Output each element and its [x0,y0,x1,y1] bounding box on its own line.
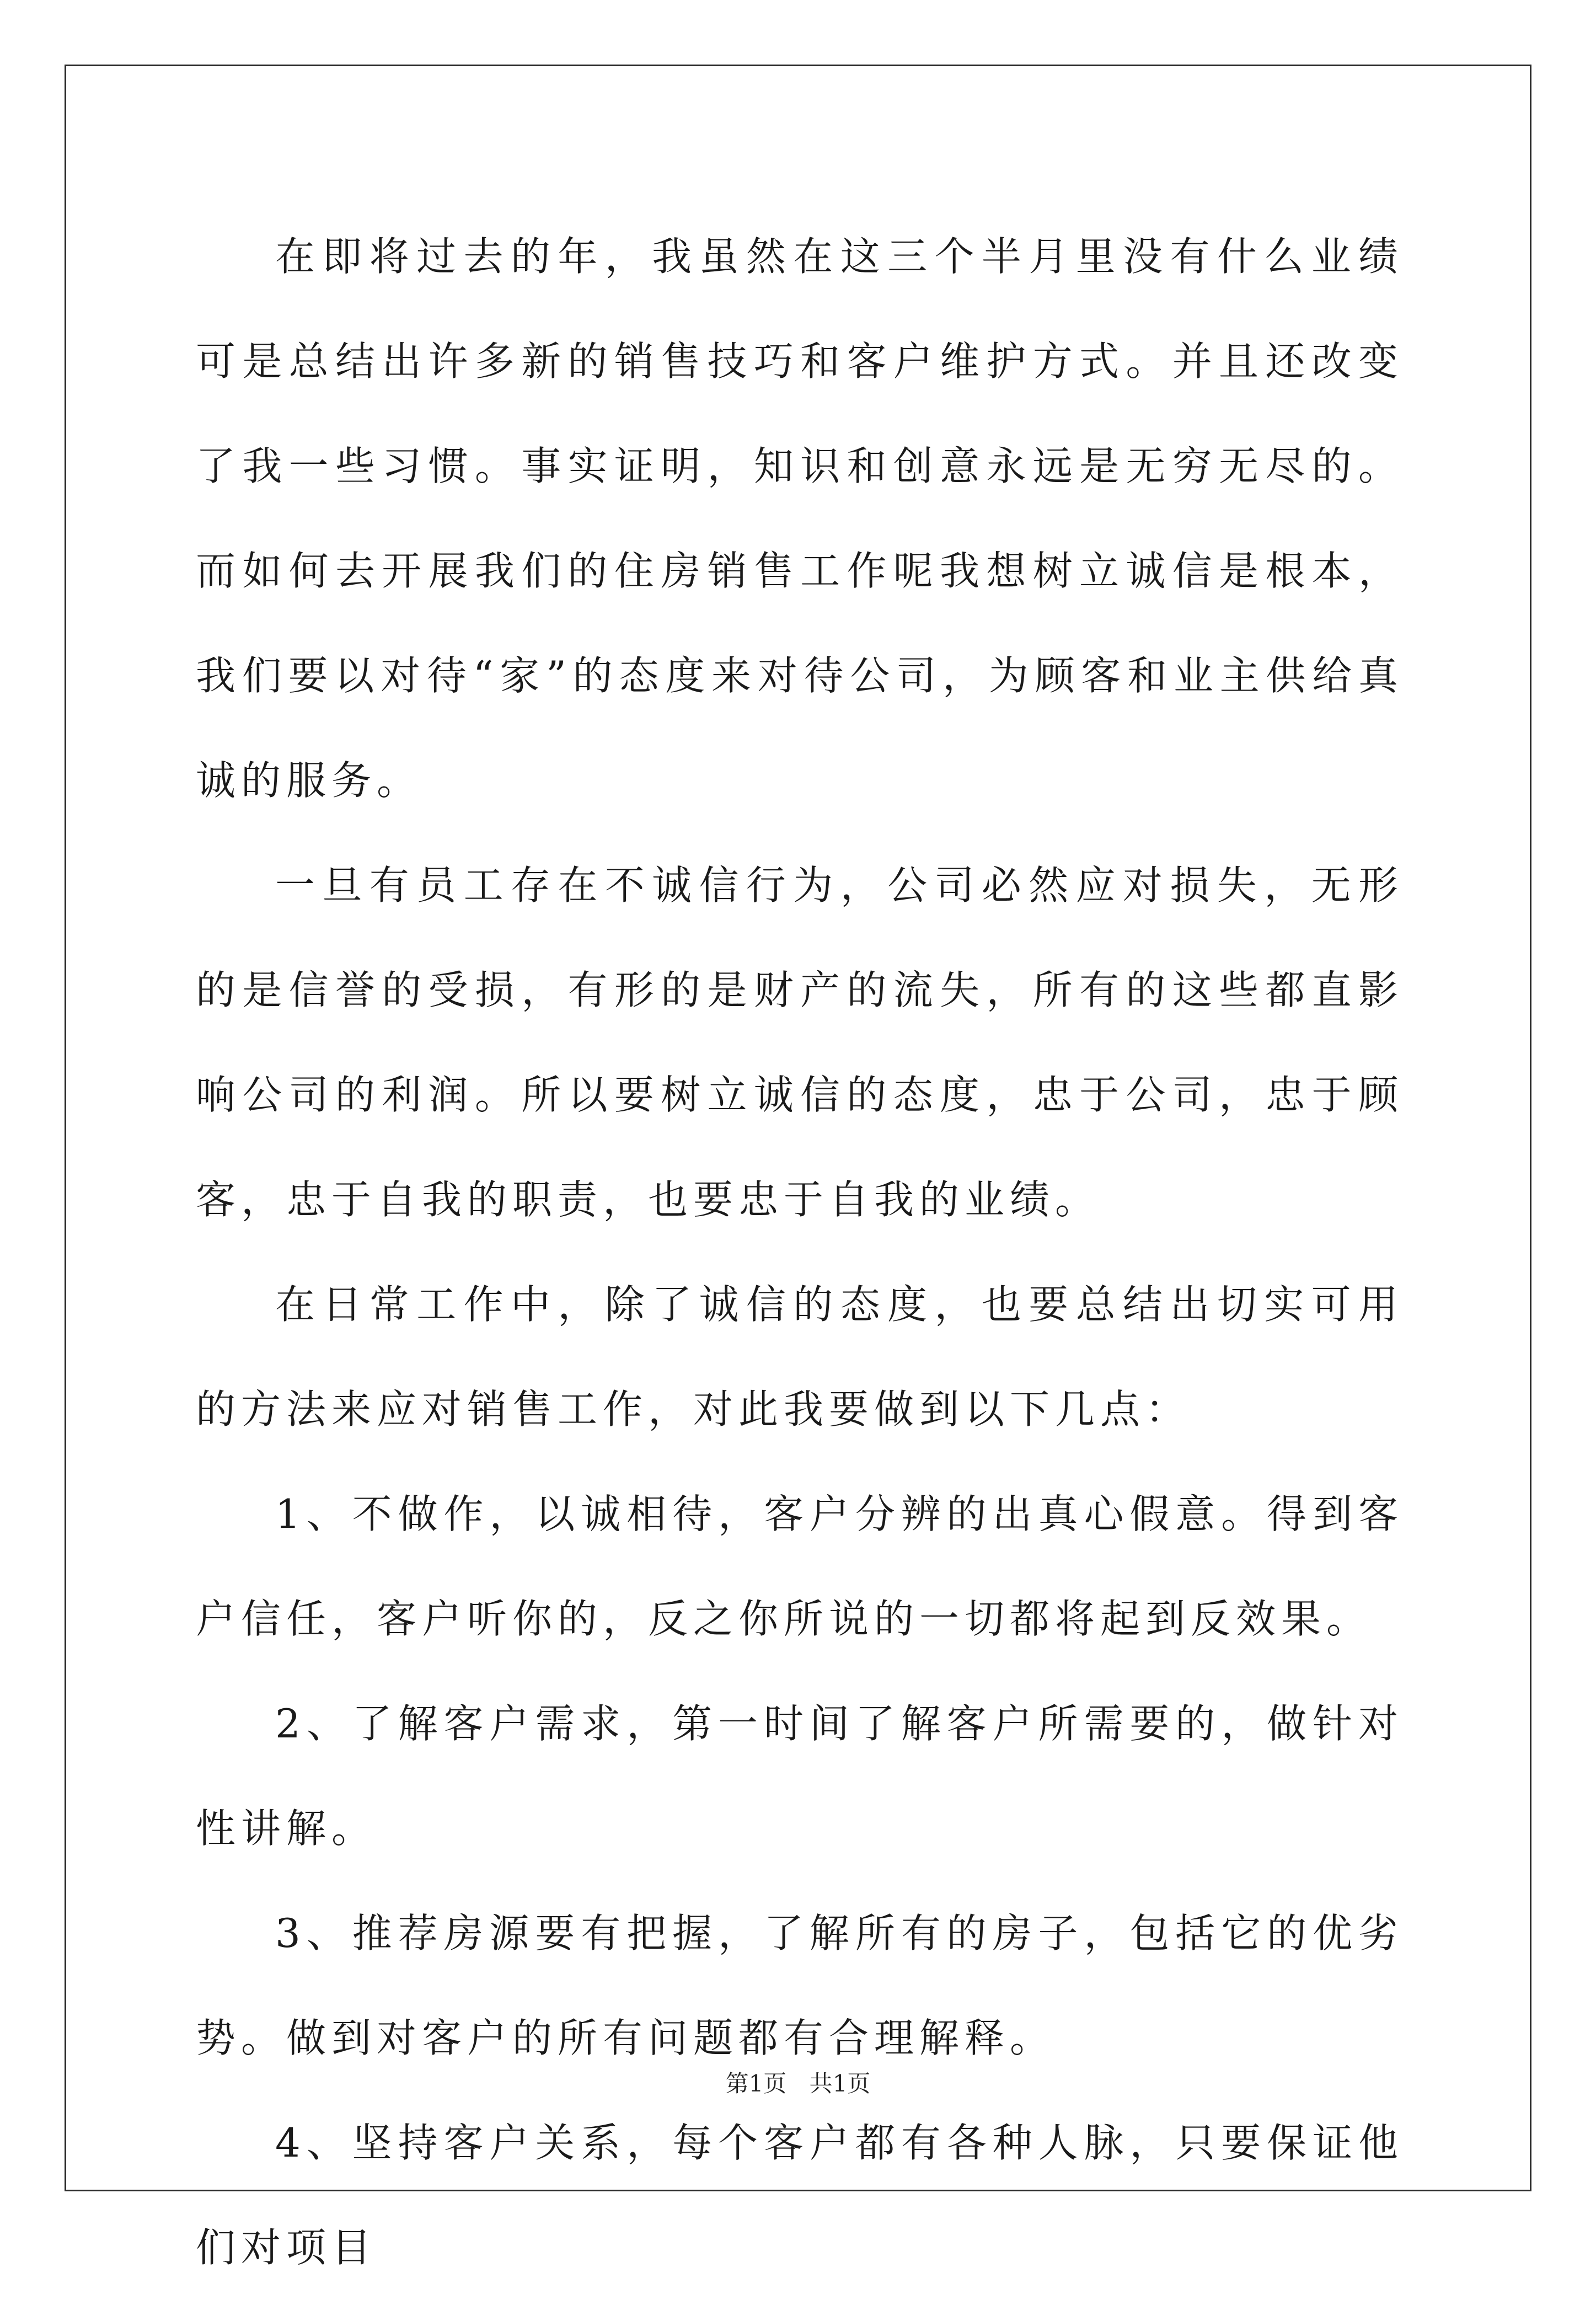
paragraph-6: 3、推荐房源要有把握，了解所有的房子，包括它的优劣势。做到对客户的所有问题都有合理解释。 [196,1910,1404,2061]
paragraph-5: 2、了解客户需求，第一时间了解客户所需要的，做针对性讲解。 [196,1700,1404,1852]
paragraph-4: 1、不做作，以诚相待，客户分辨的出真心假意。得到客户信任，客户听你的，反之你所说的一切都将起到反效果。 [196,1491,1404,1642]
page-number: 第1页 [725,2070,787,2097]
paragraph-2: 一旦有员工存在不诚信行为，公司必然应对损失，无形的是信誉的受损，有形的是财产的流失，所有的这些都直影响公司的利润。所以要树立诚信的态度，忠于公司，忠于顾客，忠于自我的职责，也要忠于自我的业绩。 [196,862,1404,1223]
paragraph-1: 在即将过去的年，我虽然在这三个半月里没有什么业绩可是总结出许多新的销售技巧和客户维护方式。并且还改变了我一些习惯。事实证明，知识和创意永远是无穷无尽的。而如何去开展我们的住房销售工作呢我想树立诚信是根本，我们要以对待“家”的态度来对待公司，为顾客和业主供给真诚的服务。 [196,233,1404,804]
document-body [196,204,1404,2300]
paragraph-7: 4、坚持客户关系，每个客户都有各种人脉，只要保证他们对项目 [196,2120,1404,2271]
paragraph-3: 在日常工作中，除了诚信的态度，也要总结出切实可用的方法来应对销售工作，对此我要做到以下几点： [196,1281,1404,1432]
page-total: 共1页 [809,2070,871,2097]
page-footer [0,2069,1596,2098]
